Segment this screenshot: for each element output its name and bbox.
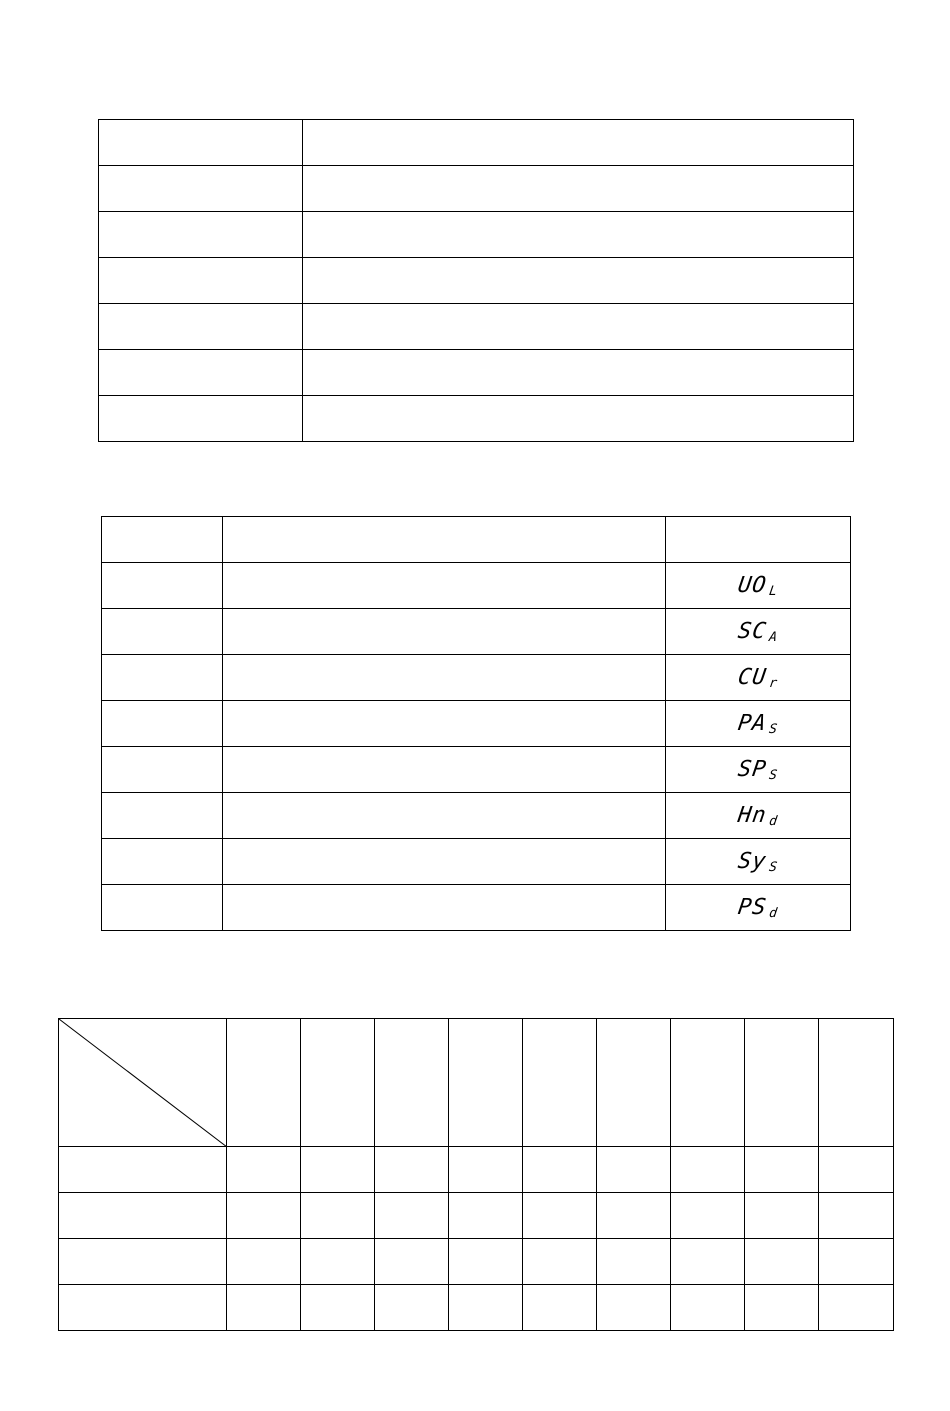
table-row <box>59 1239 894 1285</box>
lcd-code: PSd <box>736 894 779 921</box>
table-row <box>99 212 854 258</box>
lcd-code: Hnd <box>736 802 779 829</box>
table-row <box>99 120 854 166</box>
table-cell <box>99 166 303 212</box>
table-header-row <box>59 1019 894 1147</box>
table-row <box>99 304 854 350</box>
table-row <box>59 1147 894 1193</box>
table-cell <box>99 350 303 396</box>
table-cell <box>597 1193 671 1239</box>
code-cell <box>666 609 851 655</box>
table-row <box>99 350 854 396</box>
table-cell <box>303 166 854 212</box>
table-cell <box>523 1147 597 1193</box>
table-cell <box>223 839 666 885</box>
table-cell <box>301 1285 375 1331</box>
diagonal-header-cell <box>59 1019 227 1147</box>
lcd-code: SPS <box>736 756 779 783</box>
table-cell <box>745 1193 819 1239</box>
table-row <box>102 609 851 655</box>
table-cell <box>99 212 303 258</box>
table-cell <box>301 1239 375 1285</box>
table-cell <box>303 212 854 258</box>
code-cell <box>666 747 851 793</box>
table-row <box>99 396 854 442</box>
table-row <box>102 747 851 793</box>
table-row <box>102 793 851 839</box>
code-cell <box>666 563 851 609</box>
table-three <box>58 1018 894 1331</box>
table-cell <box>102 655 223 701</box>
table-cell <box>303 350 854 396</box>
table-row <box>102 839 851 885</box>
table-cell <box>819 1239 894 1285</box>
table-cell <box>59 1193 227 1239</box>
table-cell <box>59 1285 227 1331</box>
table-cell <box>102 563 223 609</box>
table-cell <box>449 1239 523 1285</box>
table-cell <box>99 258 303 304</box>
header-cell <box>227 1019 301 1147</box>
table-cell <box>102 793 223 839</box>
table-cell <box>223 747 666 793</box>
table-row <box>102 885 851 931</box>
table-cell <box>102 609 223 655</box>
table-cell <box>375 1193 449 1239</box>
table-cell <box>597 1239 671 1285</box>
table-row <box>59 1285 894 1331</box>
table-cell <box>303 258 854 304</box>
table-cell <box>223 885 666 931</box>
table-cell <box>301 1193 375 1239</box>
table-cell <box>597 1285 671 1331</box>
table-cell <box>303 396 854 442</box>
table-row <box>99 166 854 212</box>
lcd-code: UOL <box>736 572 779 599</box>
table-cell <box>227 1285 301 1331</box>
table-cell <box>449 1147 523 1193</box>
table-row <box>102 655 851 701</box>
table-cell <box>227 1147 301 1193</box>
table-cell <box>523 1193 597 1239</box>
table-row <box>99 258 854 304</box>
table-cell <box>303 304 854 350</box>
table-cell <box>102 701 223 747</box>
table-cell <box>303 120 854 166</box>
table-cell <box>99 304 303 350</box>
header-cell <box>745 1019 819 1147</box>
table-cell <box>523 1285 597 1331</box>
table-cell <box>102 747 223 793</box>
table-cell <box>671 1285 745 1331</box>
table-cell <box>227 1193 301 1239</box>
table-cell <box>597 1147 671 1193</box>
table-row <box>102 563 851 609</box>
table-two <box>101 516 851 931</box>
code-cell <box>666 839 851 885</box>
table-cell <box>227 1239 301 1285</box>
table-cell <box>745 1285 819 1331</box>
header-cell <box>597 1019 671 1147</box>
table-cell <box>375 1239 449 1285</box>
header-cell <box>102 517 223 563</box>
table-cell <box>223 701 666 747</box>
code-cell <box>666 885 851 931</box>
table-row <box>59 1193 894 1239</box>
table-cell <box>671 1193 745 1239</box>
table-cell <box>745 1239 819 1285</box>
table-cell <box>819 1147 894 1193</box>
table-cell <box>671 1239 745 1285</box>
table-cell <box>819 1285 894 1331</box>
header-cell <box>375 1019 449 1147</box>
lcd-code: PAS <box>736 710 779 737</box>
header-cell <box>449 1019 523 1147</box>
table-row <box>102 701 851 747</box>
header-cell <box>301 1019 375 1147</box>
table-cell <box>745 1147 819 1193</box>
table-cell <box>59 1147 227 1193</box>
table-cell <box>223 609 666 655</box>
table-cell <box>449 1285 523 1331</box>
table-cell <box>223 655 666 701</box>
table-cell <box>99 396 303 442</box>
table-cell <box>671 1147 745 1193</box>
header-cell <box>223 517 666 563</box>
header-cell <box>819 1019 894 1147</box>
table-cell <box>375 1285 449 1331</box>
table-one <box>98 119 854 442</box>
table-cell <box>102 839 223 885</box>
header-cell <box>523 1019 597 1147</box>
lcd-code: SyS <box>736 848 779 875</box>
table-cell <box>99 120 303 166</box>
table-cell <box>819 1193 894 1239</box>
table-cell <box>301 1147 375 1193</box>
table-cell <box>102 885 223 931</box>
diagonal-line <box>59 1019 227 1147</box>
table-cell <box>523 1239 597 1285</box>
lcd-code: SCA <box>736 618 779 645</box>
table-cell <box>449 1193 523 1239</box>
table-header-row <box>102 517 851 563</box>
code-cell <box>666 655 851 701</box>
lcd-code: CUr <box>736 664 779 691</box>
code-cell <box>666 701 851 747</box>
table-cell <box>223 793 666 839</box>
code-cell <box>666 793 851 839</box>
header-cell <box>671 1019 745 1147</box>
table-cell <box>223 563 666 609</box>
header-cell <box>666 517 851 563</box>
table-cell <box>59 1239 227 1285</box>
table-cell <box>375 1147 449 1193</box>
